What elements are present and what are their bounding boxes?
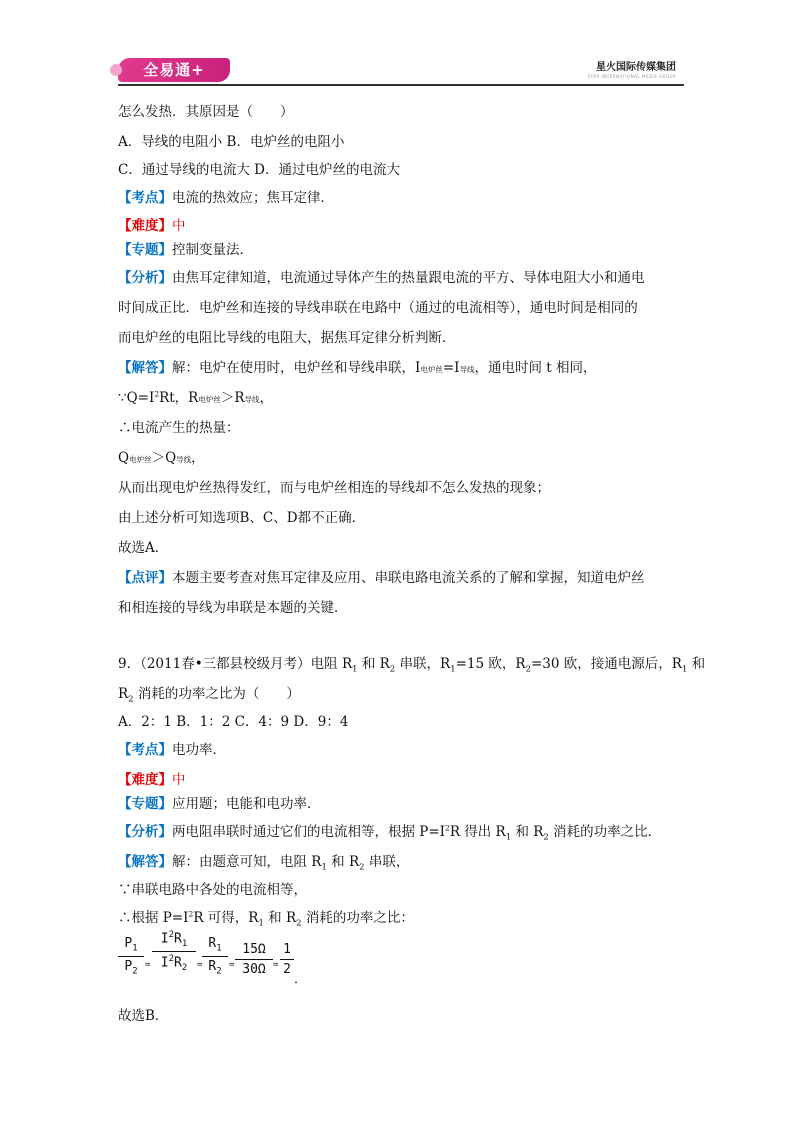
header-rule bbox=[118, 84, 684, 86]
tag-jieda: 【解答】 bbox=[118, 360, 172, 376]
q8-jieda-1b: =I bbox=[442, 360, 460, 376]
q9-kaodian-text: 电功率． bbox=[172, 742, 226, 758]
q8-zhuanti-text: 控制变量法． bbox=[172, 242, 253, 258]
q9-jieda-1b: 和 R bbox=[326, 854, 360, 870]
tag-zhuanti: 【专题】 bbox=[118, 242, 172, 258]
q9-fenxi-b: R 得出 R bbox=[449, 824, 506, 840]
q8-nandu bbox=[118, 214, 186, 234]
q8-jieda-1a: 解：电炉在使用时，电炉丝和导线串联，I bbox=[172, 360, 421, 376]
q8-nandu-text: 中 bbox=[172, 218, 186, 234]
q8-dianping-2: 和相连接的导线为串联是本题的关键． bbox=[118, 600, 348, 616]
page-header bbox=[118, 56, 684, 86]
q8-jieda-2c: ＞R bbox=[220, 390, 245, 406]
tag-zhuanti: 【专题】 bbox=[118, 796, 172, 812]
tag-kaodian: 【考点】 bbox=[118, 742, 172, 758]
q9-nandu-text: 中 bbox=[172, 772, 186, 788]
formula-term: P bbox=[124, 958, 133, 974]
formula-end-period: ． bbox=[294, 972, 308, 987]
formula-term: I bbox=[160, 931, 169, 947]
formula-term: P bbox=[124, 936, 133, 951]
fraction-15-30 bbox=[235, 942, 273, 977]
subscript: 电炉丝 bbox=[129, 455, 152, 464]
q8-fenxi-1 bbox=[118, 266, 645, 286]
q8-options-ab: A．导线的电阻小 B．电炉丝的电阻小 bbox=[118, 134, 345, 150]
q8-dianping-text-1: 本题主要考查对焦耳定律及应用、串联电路电流关系的了解和掌握，知道电炉丝 bbox=[172, 570, 645, 586]
publisher-name-en: STAR INTERNATIONAL MEDIA GROUP bbox=[587, 74, 676, 79]
q9-jieda-1 bbox=[118, 850, 410, 873]
q9-zhuanti-text: 应用题；电能和电功率． bbox=[172, 796, 321, 812]
q9-stem-2 bbox=[118, 682, 300, 705]
formula-term: 15Ω bbox=[242, 942, 266, 957]
subscript: 1 bbox=[505, 832, 512, 843]
formula-term: R bbox=[208, 936, 217, 951]
equals-sign: = bbox=[273, 960, 279, 970]
tag-fenxi: 【分析】 bbox=[118, 824, 172, 840]
q9-fenxi-a: 两电阻串联时通过它们的电流相等，根据 P=I bbox=[172, 824, 446, 840]
q8-stem: 怎么发热．其原因是（ ） bbox=[118, 104, 294, 120]
formula-term: R bbox=[174, 955, 182, 971]
q8-kaodian bbox=[118, 186, 334, 206]
q9-jieda-3b: R 可得，R bbox=[193, 910, 259, 926]
subscript: 2 bbox=[181, 962, 188, 973]
formula-term: R bbox=[208, 958, 217, 974]
q8-kaodian-text: 电流的热效应；焦耳定律． bbox=[172, 190, 334, 206]
q8-jieda-1c: ，通电时间 t 相同， bbox=[474, 360, 597, 376]
q8-jieda-4 bbox=[118, 446, 205, 466]
subscript: 2 bbox=[359, 862, 365, 873]
q8-jieda-3: ∴电流产生的热量： bbox=[118, 420, 240, 436]
q9-jieda-4: 故选B． bbox=[118, 1008, 169, 1024]
brand-logo: 全易通+ bbox=[118, 58, 230, 82]
q8-jieda-1 bbox=[118, 356, 597, 376]
q8-zhuanti bbox=[118, 238, 253, 258]
subscript: 1 bbox=[132, 943, 138, 954]
subscript: 1 bbox=[181, 938, 188, 949]
q9-stem-1e: =30 欧，接通电源后，R bbox=[530, 656, 682, 672]
fraction-1-2 bbox=[280, 942, 294, 977]
q9-fenxi-d: 消耗的功率之比． bbox=[548, 824, 662, 840]
equals-sign: = bbox=[229, 960, 235, 970]
subscript: 1 bbox=[352, 664, 358, 675]
subscript: 2 bbox=[525, 664, 531, 675]
subscript: 1 bbox=[321, 862, 327, 873]
formula-term: 1 bbox=[283, 942, 291, 957]
subscript: 1 bbox=[216, 943, 222, 954]
q9-stem-1b: 和 R bbox=[357, 656, 390, 672]
q9-stem-1a: 9．（2011春•三都县校级月考）电阻 R bbox=[118, 656, 353, 672]
subscript: 2 bbox=[216, 966, 222, 977]
q8-jieda-5: 从而出现电炉丝热得发红，而与电炉丝相连的导线却不怎么发热的现象； bbox=[118, 480, 550, 496]
q9-stem-2a: R bbox=[118, 686, 129, 702]
q9-jieda-3 bbox=[118, 906, 414, 929]
q9-jieda-2: ∵串联电路中各处的电流相等， bbox=[118, 882, 307, 898]
q8-jieda-2b: Rt，R bbox=[159, 390, 199, 406]
q8-jieda-2 bbox=[118, 386, 273, 406]
tag-nandu: 【难度】 bbox=[118, 772, 172, 788]
q9-nandu bbox=[118, 768, 186, 788]
tag-jieda: 【解答】 bbox=[118, 854, 172, 870]
formula-term: 30Ω bbox=[242, 962, 266, 977]
equals-sign: = bbox=[145, 960, 151, 970]
publisher-mark bbox=[588, 58, 676, 79]
formula-term: 2 bbox=[283, 962, 291, 977]
q9-jieda-3d: 消耗的功率之比： bbox=[301, 910, 414, 926]
tag-kaodian: 【考点】 bbox=[118, 190, 172, 206]
subscript: 1 bbox=[258, 918, 264, 929]
publisher-name: 星火国际传媒集团 bbox=[596, 62, 676, 73]
superscript: 2 bbox=[168, 930, 174, 940]
subscript: 2 bbox=[128, 694, 134, 705]
q9-stem-1d: =15 欧，R bbox=[455, 656, 526, 672]
formula-term: I bbox=[160, 955, 169, 971]
tag-dianping: 【点评】 bbox=[118, 570, 172, 586]
q8-jieda-4b: ＞Q bbox=[151, 450, 177, 466]
q9-jieda-3a: ∴根据 P=I bbox=[118, 910, 189, 926]
fraction-i2r1-i2r2 bbox=[152, 930, 196, 973]
fraction-r1-r2 bbox=[202, 936, 228, 976]
q9-kaodian bbox=[118, 738, 226, 758]
q9-stem-1 bbox=[118, 652, 706, 675]
q8-jieda-4a: Q bbox=[118, 450, 130, 466]
q9-jieda-1a: 解：由题意可知，电阻 R bbox=[172, 854, 322, 870]
fraction-p1-p2 bbox=[118, 936, 144, 976]
subscript: 1 bbox=[450, 664, 456, 675]
formula-term: R bbox=[174, 931, 182, 947]
superscript: 2 bbox=[154, 389, 160, 399]
q9-stem-1f: 和 bbox=[687, 656, 706, 672]
subscript: 1 bbox=[681, 664, 688, 675]
subscript: 2 bbox=[543, 832, 549, 843]
q8-fenxi-3: 而电炉丝的电阻比导线的电阻大，据焦耳定律分析判断． bbox=[118, 330, 456, 346]
superscript: 2 bbox=[188, 909, 194, 919]
q8-jieda-2d: ， bbox=[259, 390, 274, 406]
q8-fenxi-2: 时间成正比．电炉丝和连接的导线串联在电路中（通过的电流相等），通电时间是相同的 bbox=[118, 300, 638, 316]
q9-options: A．2：1 B．1：2 C．4：9 D．9：4 bbox=[118, 714, 349, 730]
q8-jieda-4c: ， bbox=[191, 450, 205, 466]
q8-jieda-6: 由上述分析可知选项B、C、D都不正确． bbox=[118, 510, 366, 526]
q9-stem-1c: 串联，R bbox=[395, 656, 451, 672]
subscript: 导线 bbox=[459, 365, 475, 374]
subscript: 2 bbox=[389, 664, 396, 675]
superscript: 2 bbox=[168, 953, 174, 964]
superscript: 2 bbox=[445, 823, 450, 833]
q9-zhuanti bbox=[118, 792, 321, 812]
subscript: 电炉丝 bbox=[198, 395, 221, 404]
equals-sign: = bbox=[197, 960, 203, 970]
q8-jieda-2a: ∵Q=I bbox=[118, 390, 155, 406]
q8-jieda-7: 故选A． bbox=[118, 540, 169, 556]
q9-fenxi-c: 和 R bbox=[511, 824, 544, 840]
subscript: 导线 bbox=[176, 455, 192, 464]
tag-fenxi: 【分析】 bbox=[118, 270, 172, 286]
tag-nandu: 【难度】 bbox=[118, 218, 172, 234]
subscript: 2 bbox=[132, 966, 138, 977]
subscript: 2 bbox=[296, 918, 302, 929]
q8-fenxi-text-1: 由焦耳定律知道，电流通过导体产生的热量跟电流的平方、导体电阻大小和通电 bbox=[172, 270, 645, 286]
q9-stem-2b: 消耗的功率之比为（ ） bbox=[133, 686, 300, 702]
q8-options-cd: C．通过导线的电流大 D．通过电炉丝的电流大 bbox=[118, 162, 400, 178]
subscript: 电炉丝 bbox=[420, 365, 443, 374]
q9-jieda-3c: 和 R bbox=[263, 910, 297, 926]
q8-dianping-1 bbox=[118, 566, 645, 586]
q9-fenxi bbox=[118, 820, 662, 843]
q9-jieda-1c: 串联， bbox=[364, 854, 410, 870]
subscript: 导线 bbox=[244, 395, 260, 404]
